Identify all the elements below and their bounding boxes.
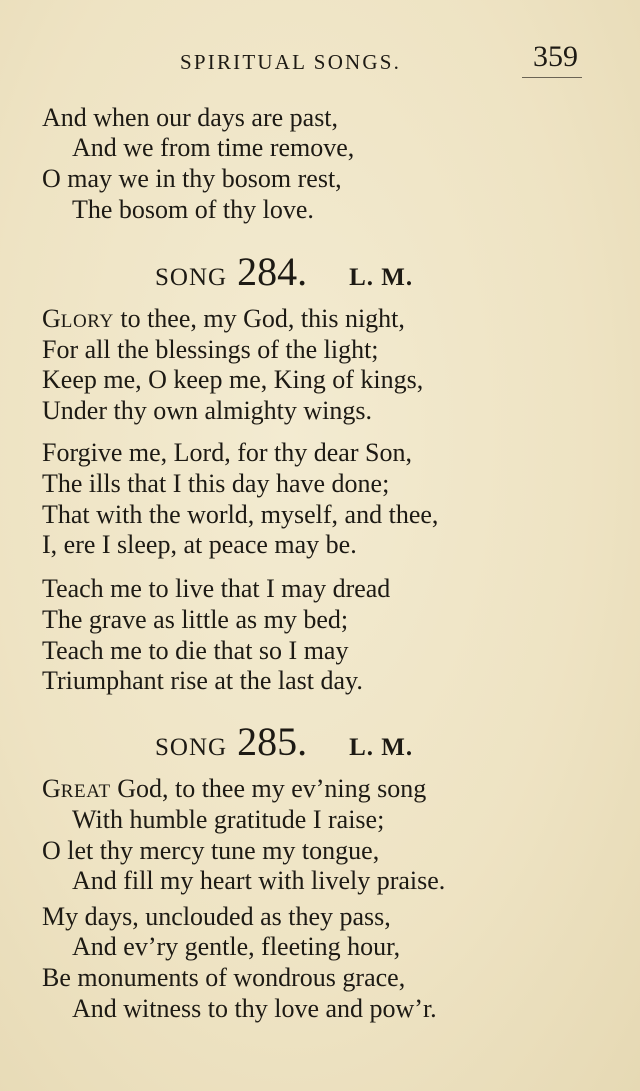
- song-285-heading: [155, 718, 413, 765]
- song-meter: L. M.: [349, 734, 414, 761]
- verse-line: And we from time remove,: [72, 133, 355, 162]
- verse-line: The ills that I this day have done;: [42, 469, 390, 498]
- verse-line: O may we in thy bosom rest,: [42, 164, 342, 193]
- song-meter: L. M.: [349, 264, 414, 291]
- header-rule: [522, 77, 582, 78]
- verse-line: And fill my heart with lively praise.: [72, 866, 446, 895]
- small-caps-rest: LORY: [60, 311, 114, 332]
- verse-line: And ev’ry gentle, fleeting hour,: [72, 932, 401, 961]
- page-number: 359: [533, 40, 578, 73]
- song-284-heading: [155, 248, 413, 295]
- verse-line: O let thy mercy tune my tongue,: [42, 836, 380, 865]
- verse-line: Teach me to die that so I may: [42, 636, 349, 665]
- verse-line: Keep me, O keep me, King of kings,: [42, 365, 424, 394]
- first-line-rest: to thee, my God, this night,: [113, 304, 405, 333]
- verse-line: Be monuments of wondrous grace,: [42, 963, 406, 992]
- running-head: SPIRITUAL SONGS.: [180, 50, 402, 74]
- verse-line: The grave as little as my bed;: [42, 605, 349, 634]
- verse-line: And witness to thy love and pow’r.: [72, 994, 437, 1023]
- song-number: 284.: [237, 249, 308, 294]
- verse-line: The bosom of thy love.: [72, 195, 314, 224]
- verse-line: And when our days are past,: [42, 103, 339, 132]
- verse-line: For all the blessings of the light;: [42, 335, 379, 364]
- small-caps-initial: G: [42, 774, 61, 803]
- small-caps-initial: G: [42, 304, 61, 333]
- verse-line: Teach me to live that I may dread: [42, 574, 391, 603]
- verse-line: With humble gratitude I raise;: [72, 805, 385, 834]
- verse-line: [42, 774, 426, 807]
- song-label: SONG: [155, 734, 228, 761]
- verse-line: [42, 304, 405, 337]
- small-caps-rest: REAT: [60, 781, 111, 802]
- song-number: 285.: [237, 719, 308, 764]
- song-label: SONG: [155, 264, 228, 291]
- verse-line: Under thy own almighty wings.: [42, 396, 373, 425]
- verse-line: Triumphant rise at the last day.: [42, 666, 363, 695]
- verse-line: That with the world, myself, and thee,: [42, 500, 439, 529]
- verse-line: My days, unclouded as they pass,: [42, 902, 391, 931]
- first-line-rest: God, to thee my ev’ning song: [110, 774, 427, 803]
- verse-line: Forgive me, Lord, for thy dear Son,: [42, 438, 412, 467]
- verse-line: I, ere I sleep, at peace may be.: [42, 530, 357, 559]
